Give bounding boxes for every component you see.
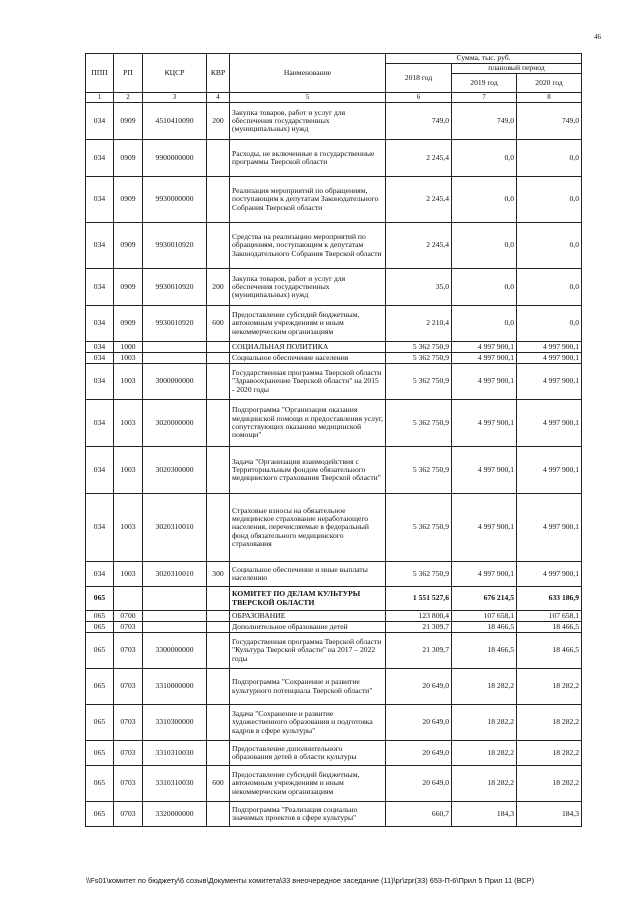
cell-rp: 0703 bbox=[114, 802, 143, 827]
cell-amount-2018: 2 245,4 bbox=[386, 140, 452, 177]
cell-kcsr bbox=[143, 622, 207, 633]
cell-name: Государственная программа Тверской области "Здравоохранение Тверской области" на 2015 - 2020 годы bbox=[230, 364, 386, 400]
column-number: 2 bbox=[114, 93, 143, 103]
cell-amount-2019: 18 282,2 bbox=[452, 669, 517, 705]
cell-ppp: 065 bbox=[86, 741, 114, 766]
cell-kvr bbox=[207, 622, 230, 633]
cell-rp: 0703 bbox=[114, 766, 143, 802]
cell-amount-2020: 749,0 bbox=[517, 103, 582, 140]
header-kvr: КВР bbox=[207, 54, 230, 93]
table-row bbox=[86, 306, 582, 342]
cell-amount-2020: 18 282,2 bbox=[517, 766, 582, 802]
header-year-2020: 2020 год bbox=[517, 74, 582, 93]
header-year-2019: 2019 год bbox=[452, 74, 517, 93]
cell-kvr bbox=[207, 669, 230, 705]
cell-amount-2019: 0,0 bbox=[452, 223, 517, 269]
cell-rp: 1000 bbox=[114, 342, 143, 353]
cell-amount-2020: 4 997 900,1 bbox=[517, 342, 582, 353]
cell-rp: 0703 bbox=[114, 741, 143, 766]
cell-amount-2018: 2 245,4 bbox=[386, 177, 452, 223]
cell-ppp: 034 bbox=[86, 447, 114, 494]
cell-amount-2020: 0,0 bbox=[517, 140, 582, 177]
cell-name: СОЦИАЛЬНАЯ ПОЛИТИКА bbox=[230, 342, 386, 353]
cell-kcsr bbox=[143, 353, 207, 364]
cell-rp: 1003 bbox=[114, 353, 143, 364]
cell-ppp: 065 bbox=[86, 705, 114, 741]
cell-amount-2020: 0,0 bbox=[517, 269, 582, 306]
cell-amount-2020: 18 466,5 bbox=[517, 622, 582, 633]
table-row bbox=[86, 494, 582, 562]
cell-kvr: 200 bbox=[207, 269, 230, 306]
cell-amount-2018: 5 362 750,9 bbox=[386, 353, 452, 364]
header-kcsr: КЦСР bbox=[143, 54, 207, 93]
cell-amount-2018: 21 309,7 bbox=[386, 633, 452, 669]
cell-kcsr: 9930010920 bbox=[143, 269, 207, 306]
column-number: 7 bbox=[452, 93, 517, 103]
cell-amount-2019: 0,0 bbox=[452, 306, 517, 342]
table-row bbox=[86, 177, 582, 223]
cell-kcsr: 3310300000 bbox=[143, 705, 207, 741]
page-number: 46 bbox=[594, 33, 601, 41]
cell-amount-2019: 184,3 bbox=[452, 802, 517, 827]
header-sum: Сумма, тыс. руб. bbox=[386, 54, 582, 64]
table-row bbox=[86, 140, 582, 177]
cell-kcsr: 3310000000 bbox=[143, 669, 207, 705]
cell-amount-2019: 4 997 900,1 bbox=[452, 342, 517, 353]
cell-rp: 0909 bbox=[114, 269, 143, 306]
cell-kcsr bbox=[143, 611, 207, 622]
column-number: 3 bbox=[143, 93, 207, 103]
cell-kvr bbox=[207, 494, 230, 562]
header-name: Наименование bbox=[230, 54, 386, 93]
cell-amount-2019: 4 997 900,1 bbox=[452, 494, 517, 562]
cell-amount-2018: 749,0 bbox=[386, 103, 452, 140]
cell-kcsr: 3320000000 bbox=[143, 802, 207, 827]
cell-amount-2019: 4 997 900,1 bbox=[452, 400, 517, 447]
cell-ppp: 065 bbox=[86, 611, 114, 622]
cell-amount-2018: 5 362 750,9 bbox=[386, 562, 452, 587]
cell-kvr bbox=[207, 705, 230, 741]
cell-kcsr: 3020000000 bbox=[143, 400, 207, 447]
cell-amount-2019: 4 997 900,1 bbox=[452, 562, 517, 587]
cell-amount-2018: 20 649,0 bbox=[386, 766, 452, 802]
cell-kcsr: 3020300000 bbox=[143, 447, 207, 494]
cell-ppp: 065 bbox=[86, 802, 114, 827]
budget-table bbox=[85, 53, 582, 827]
cell-name: Закупка товаров, работ и услуг для обеспечения государственных (муниципальных) нужд bbox=[230, 269, 386, 306]
cell-rp: 1003 bbox=[114, 400, 143, 447]
cell-ppp: 034 bbox=[86, 494, 114, 562]
cell-ppp: 034 bbox=[86, 562, 114, 587]
cell-kvr: 600 bbox=[207, 766, 230, 802]
cell-kcsr: 9900000000 bbox=[143, 140, 207, 177]
cell-kcsr: 9930000000 bbox=[143, 177, 207, 223]
cell-ppp: 034 bbox=[86, 306, 114, 342]
cell-ppp: 065 bbox=[86, 633, 114, 669]
cell-amount-2018: 5 362 750,9 bbox=[386, 400, 452, 447]
cell-ppp: 034 bbox=[86, 177, 114, 223]
cell-rp: 0703 bbox=[114, 622, 143, 633]
cell-amount-2019: 0,0 bbox=[452, 177, 517, 223]
cell-name: Предоставление дополнительного образования детей в области культуры bbox=[230, 741, 386, 766]
cell-name: КОМИТЕТ ПО ДЕЛАМ КУЛЬТУРЫ ТВЕРСКОЙ ОБЛАСТИ bbox=[230, 587, 386, 611]
cell-amount-2019: 18 466,5 bbox=[452, 622, 517, 633]
column-number: 4 bbox=[207, 93, 230, 103]
table-row bbox=[86, 802, 582, 827]
cell-ppp: 034 bbox=[86, 223, 114, 269]
cell-amount-2019: 107 658,1 bbox=[452, 611, 517, 622]
cell-amount-2020: 18 282,2 bbox=[517, 741, 582, 766]
cell-amount-2019: 676 214,5 bbox=[452, 587, 517, 611]
cell-amount-2020: 4 997 900,1 bbox=[517, 562, 582, 587]
cell-ppp: 065 bbox=[86, 622, 114, 633]
cell-amount-2020: 107 658,1 bbox=[517, 611, 582, 622]
cell-kvr bbox=[207, 353, 230, 364]
header-planned-period: плановый период bbox=[452, 64, 582, 74]
cell-kvr bbox=[207, 611, 230, 622]
cell-kvr bbox=[207, 802, 230, 827]
cell-amount-2018: 123 800,4 bbox=[386, 611, 452, 622]
cell-ppp: 034 bbox=[86, 103, 114, 140]
cell-amount-2020: 0,0 bbox=[517, 177, 582, 223]
cell-amount-2019: 18 282,2 bbox=[452, 705, 517, 741]
cell-amount-2018: 660,7 bbox=[386, 802, 452, 827]
table-row bbox=[86, 447, 582, 494]
cell-amount-2020: 4 997 900,1 bbox=[517, 353, 582, 364]
cell-kvr: 200 bbox=[207, 103, 230, 140]
cell-rp: 1003 bbox=[114, 494, 143, 562]
cell-ppp: 034 bbox=[86, 140, 114, 177]
cell-amount-2019: 18 466,5 bbox=[452, 633, 517, 669]
cell-amount-2018: 2 210,4 bbox=[386, 306, 452, 342]
header-year-2018: 2018 год bbox=[386, 64, 452, 93]
cell-kcsr: 3310310030 bbox=[143, 741, 207, 766]
table-row bbox=[86, 353, 582, 364]
table-row bbox=[86, 562, 582, 587]
column-number: 6 bbox=[386, 93, 452, 103]
cell-kcsr: 3020310010 bbox=[143, 494, 207, 562]
cell-kvr bbox=[207, 587, 230, 611]
cell-amount-2018: 20 649,0 bbox=[386, 705, 452, 741]
cell-kcsr: 3300000000 bbox=[143, 633, 207, 669]
table-row bbox=[86, 587, 582, 611]
cell-name: Предоставление субсидий бюджетным, автономным учреждениям и иным некоммерческим организациям bbox=[230, 306, 386, 342]
cell-ppp: 034 bbox=[86, 364, 114, 400]
column-number-row bbox=[86, 93, 582, 103]
header-row-1 bbox=[86, 54, 582, 64]
cell-ppp: 034 bbox=[86, 342, 114, 353]
header-ppp: ППП bbox=[86, 54, 114, 93]
cell-kvr bbox=[207, 447, 230, 494]
cell-kvr bbox=[207, 342, 230, 353]
cell-kcsr: 4510410090 bbox=[143, 103, 207, 140]
cell-ppp: 065 bbox=[86, 766, 114, 802]
cell-amount-2019: 0,0 bbox=[452, 140, 517, 177]
cell-name: Социальное обеспечение и иные выплаты населению bbox=[230, 562, 386, 587]
cell-rp: 0703 bbox=[114, 633, 143, 669]
cell-rp: 0703 bbox=[114, 669, 143, 705]
cell-amount-2018: 2 245,4 bbox=[386, 223, 452, 269]
cell-amount-2018: 5 362 750,9 bbox=[386, 494, 452, 562]
cell-amount-2020: 18 466,5 bbox=[517, 633, 582, 669]
cell-amount-2019: 4 997 900,1 bbox=[452, 447, 517, 494]
cell-name: Социальное обеспечение населения bbox=[230, 353, 386, 364]
cell-name: Страховые взносы на обязательное медицинское страхование неработающего населения, перечисляемые в федеральный фонд обязательного медицинского страхования bbox=[230, 494, 386, 562]
cell-ppp: 065 bbox=[86, 669, 114, 705]
cell-amount-2020: 4 997 900,1 bbox=[517, 400, 582, 447]
cell-rp: 1003 bbox=[114, 562, 143, 587]
cell-ppp: 065 bbox=[86, 587, 114, 611]
cell-kcsr bbox=[143, 342, 207, 353]
cell-amount-2018: 35,0 bbox=[386, 269, 452, 306]
table-row bbox=[86, 342, 582, 353]
cell-ppp: 034 bbox=[86, 400, 114, 447]
cell-amount-2018: 5 362 750,9 bbox=[386, 342, 452, 353]
cell-amount-2018: 5 362 750,9 bbox=[386, 364, 452, 400]
cell-name: ОБРАЗОВАНИЕ bbox=[230, 611, 386, 622]
header-rp: РП bbox=[114, 54, 143, 93]
cell-amount-2020: 0,0 bbox=[517, 306, 582, 342]
table-row bbox=[86, 269, 582, 306]
table-row bbox=[86, 669, 582, 705]
table-row bbox=[86, 622, 582, 633]
cell-kvr: 600 bbox=[207, 306, 230, 342]
cell-name: Государственная программа Тверской области "Культура Тверской области" на 2017 – 2022 годы bbox=[230, 633, 386, 669]
column-number: 5 bbox=[230, 93, 386, 103]
cell-kcsr: 9930010920 bbox=[143, 223, 207, 269]
cell-kcsr: 3310310030 bbox=[143, 766, 207, 802]
cell-kcsr: 9930010920 bbox=[143, 306, 207, 342]
budget-rows bbox=[86, 103, 582, 827]
cell-amount-2020: 633 186,9 bbox=[517, 587, 582, 611]
cell-rp: 0909 bbox=[114, 103, 143, 140]
cell-name: Задача "Организация взаимодействия с Территориальным фондом обязательного медицинского страхования Тверской области" bbox=[230, 447, 386, 494]
cell-name: Средства на реализацию мероприятий по обращениям, поступающим к депутатам Законодательного Собрания Тверской области bbox=[230, 223, 386, 269]
cell-amount-2019: 18 282,2 bbox=[452, 741, 517, 766]
cell-rp: 0909 bbox=[114, 223, 143, 269]
table-row bbox=[86, 223, 582, 269]
cell-name: Закупка товаров, работ и услуг для обеспечения государственных (муниципальных) нужд bbox=[230, 103, 386, 140]
file-path-footer: \\Fs01\комитет по бюджету\6 созыв\Документы комитета\33 внеочередное заседание (11)\pr\zpr(33) 653-П-6\Прил 5 Прил 11 (ВСР) bbox=[86, 876, 535, 885]
cell-amount-2019: 4 997 900,1 bbox=[452, 353, 517, 364]
cell-amount-2018: 20 649,0 bbox=[386, 741, 452, 766]
cell-rp: 1003 bbox=[114, 447, 143, 494]
cell-kcsr: 3020310010 bbox=[143, 562, 207, 587]
cell-amount-2019: 749,0 bbox=[452, 103, 517, 140]
cell-name: Дополнительное образование детей bbox=[230, 622, 386, 633]
cell-rp: 0703 bbox=[114, 705, 143, 741]
cell-amount-2018: 1 551 527,6 bbox=[386, 587, 452, 611]
cell-rp: 1003 bbox=[114, 364, 143, 400]
column-number: 1 bbox=[86, 93, 114, 103]
cell-amount-2018: 21 309,7 bbox=[386, 622, 452, 633]
cell-amount-2020: 184,3 bbox=[517, 802, 582, 827]
cell-kvr bbox=[207, 177, 230, 223]
cell-kvr bbox=[207, 223, 230, 269]
column-number: 8 bbox=[517, 93, 582, 103]
cell-kcsr: 3000000000 bbox=[143, 364, 207, 400]
cell-amount-2020: 4 997 900,1 bbox=[517, 364, 582, 400]
cell-ppp: 034 bbox=[86, 353, 114, 364]
cell-name: Расходы, не включенные в государственные программы Тверской области bbox=[230, 140, 386, 177]
cell-amount-2019: 0,0 bbox=[452, 269, 517, 306]
cell-amount-2020: 18 282,2 bbox=[517, 705, 582, 741]
cell-kvr bbox=[207, 741, 230, 766]
cell-rp: 0700 bbox=[114, 611, 143, 622]
table-row bbox=[86, 103, 582, 140]
cell-amount-2020: 4 997 900,1 bbox=[517, 447, 582, 494]
cell-name: Подпрограмма "Реализация социально значимых проектов в сфере культуры" bbox=[230, 802, 386, 827]
cell-kcsr bbox=[143, 587, 207, 611]
table-row bbox=[86, 766, 582, 802]
cell-amount-2018: 20 649,0 bbox=[386, 669, 452, 705]
cell-ppp: 034 bbox=[86, 269, 114, 306]
cell-rp bbox=[114, 587, 143, 611]
cell-name: Подпрограмма "Сохранение и развитие культурного потенциала Тверской области" bbox=[230, 669, 386, 705]
cell-amount-2019: 18 282,2 bbox=[452, 766, 517, 802]
cell-rp: 0909 bbox=[114, 177, 143, 223]
table-row bbox=[86, 400, 582, 447]
cell-kvr bbox=[207, 400, 230, 447]
cell-amount-2020: 0,0 bbox=[517, 223, 582, 269]
cell-amount-2019: 4 997 900,1 bbox=[452, 364, 517, 400]
table-row bbox=[86, 741, 582, 766]
cell-kvr bbox=[207, 633, 230, 669]
table-row bbox=[86, 364, 582, 400]
cell-amount-2020: 18 282,2 bbox=[517, 669, 582, 705]
cell-amount-2020: 4 997 900,1 bbox=[517, 494, 582, 562]
cell-kvr bbox=[207, 364, 230, 400]
cell-name: Реализация мероприятий по обращениям, поступающим к депутатам Законодательного Собрания Тверской области bbox=[230, 177, 386, 223]
cell-name: Предоставление субсидий бюджетным, автономным учреждениям и иным некоммерческим организациям bbox=[230, 766, 386, 802]
cell-rp: 0909 bbox=[114, 140, 143, 177]
cell-rp: 0909 bbox=[114, 306, 143, 342]
cell-amount-2018: 5 362 750,9 bbox=[386, 447, 452, 494]
cell-name: Подпрограмма "Организация оказания медицинской помощи и предоставления услуг, сопутствующих оказанию медицинской помощи" bbox=[230, 400, 386, 447]
cell-kvr bbox=[207, 140, 230, 177]
cell-name: Задача "Сохранение и развитие художественного образования и подготовка кадров в сфере культуры" bbox=[230, 705, 386, 741]
table-row bbox=[86, 611, 582, 622]
cell-kvr: 300 bbox=[207, 562, 230, 587]
table-row bbox=[86, 705, 582, 741]
table-row bbox=[86, 633, 582, 669]
